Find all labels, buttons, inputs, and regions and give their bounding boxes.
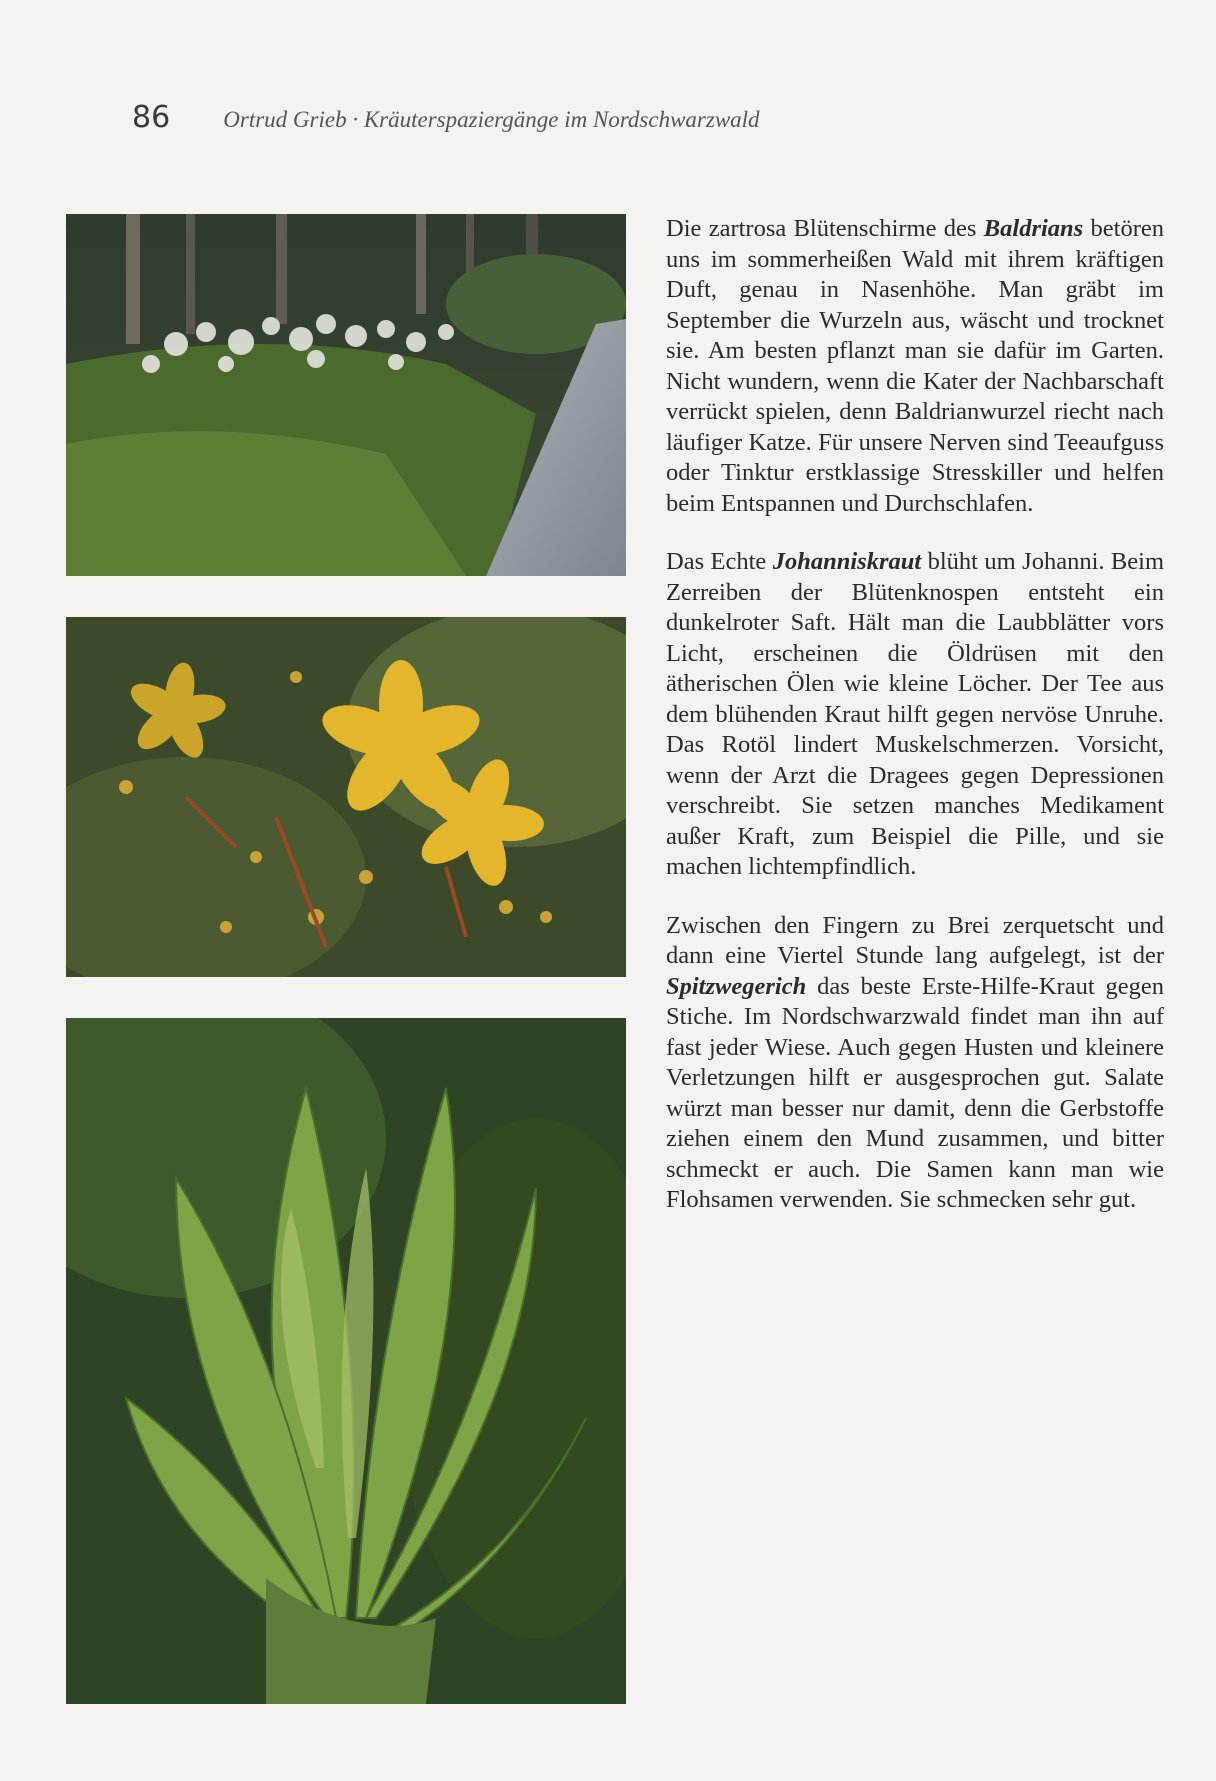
paragraph-st-johns-wort — [666, 547, 1164, 883]
ribwort-plantain-photo — [66, 1018, 626, 1704]
paragraph-valerian-intro: Die zartrosa Blütenschirme des — [666, 215, 984, 242]
st-johns-wort-photo — [66, 617, 626, 977]
paragraph-plantain — [666, 911, 1164, 1216]
paragraph-valerian — [666, 214, 1164, 519]
plantain-term: Spitzwegerich — [666, 972, 807, 1000]
st-johns-wort-term: Johanniskraut — [772, 548, 922, 575]
running-title: Ortrud Grieb · Kräuterspaziergänge im Nordschwarzwald — [223, 107, 760, 132]
paragraph-plantain-intro: Zwischen den Fingern zu Brei zerquetscht und dann eine Viertel Stunde lang aufgelegt, ist der — [666, 911, 1164, 969]
page-number: 86 — [132, 100, 171, 135]
text-column — [666, 214, 1164, 1244]
paragraph-st-johns-wort-intro: Das Echte — [666, 548, 773, 575]
paragraph-plantain-body: das beste Erste-Hilfe-Kraut gegen Stiche. Im Nordschwarzwald findet man ihn auf fast jeder Wiese. Auch gegen Husten und kleinere Verletzungen hilft er ausgesprochen gut. Salate würzt man besser nur damit, denn die Gerbstoffe ziehen einem den Mund zusammen, und bitter schmeckt er auch. Die Samen kann man wie Flohsamen verwenden. Sie schmecken sehr gut. — [666, 972, 1164, 1213]
paragraph-st-johns-wort-body: blüht um Johanni. Beim Zerreiben der Blütenknospen entsteht ein dunkelroter Saft. Hält man die Laubblätter vors Licht, erscheinen die Öldrüsen mit den ätherischen Ölen wie kleine Löcher. Der Tee aus dem blühenden Kraut hilft gegen nervöse Unruhe. Das Rotöl lindert Muskelschmerzen. Vorsicht, wenn der Arzt die Dragees gegen Depressionen verschreibt. Sie setzen manches Medikament außer Kraft, zum Beispiel die Pille, und sie machen lichtempfindlich. — [666, 548, 1165, 880]
valerian-term: Baldrians — [983, 215, 1084, 242]
paragraph-valerian-body: betören uns im sommerheißen Wald mit ihrem kräftigen Duft, genau in Nasenhöhe. Man gräbt im September die Wurzeln aus, wäscht und trocknet sie. Am besten pflanzt man sie dafür im Garten. Nicht wundern, wenn die Kater der Nachbarschaft verrückt spielen, denn Baldrianwurzel riecht nach läufiger Katze. Für unsere Nerven sind Teeaufguss oder Tinktur erstklassige Stresskiller und helfen beim Entspannen und Durchschlafen. — [666, 215, 1165, 517]
valerian-forest-photo — [66, 214, 626, 576]
running-head — [132, 100, 760, 140]
